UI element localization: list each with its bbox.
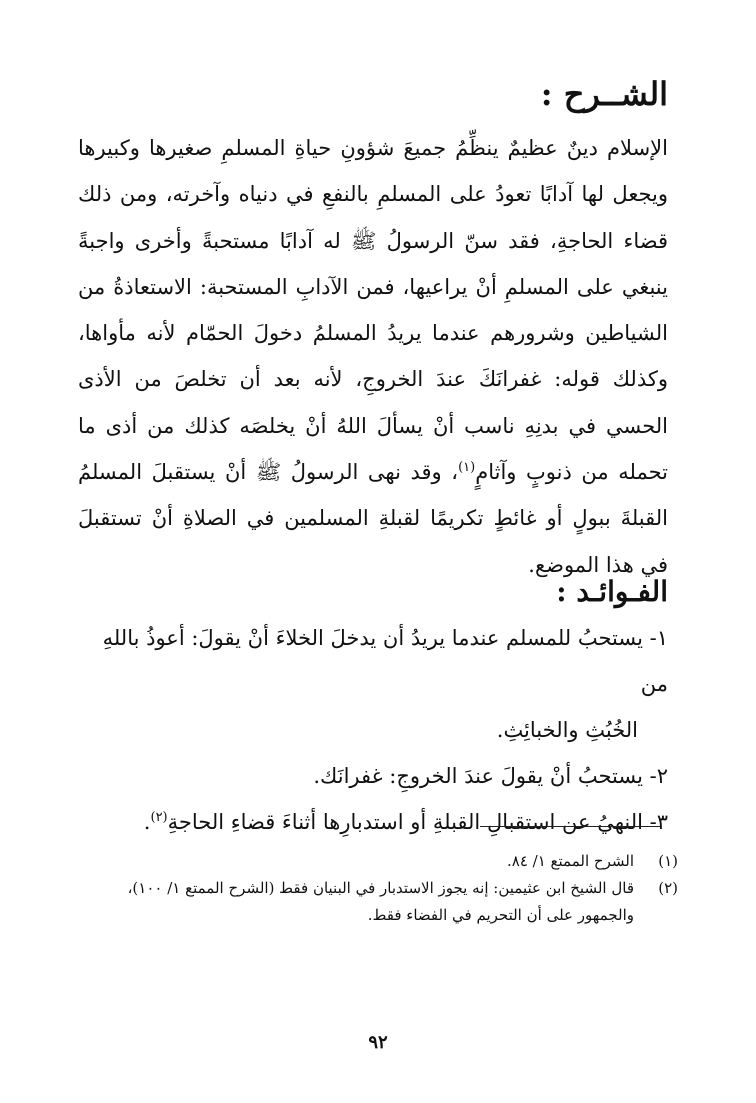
sharh-heading: الشــرح :	[540, 75, 668, 113]
benefit-item-1-continuation: الخُبُثِ والخبائِثِ.	[496, 718, 638, 742]
sharh-paragraph-block	[78, 125, 668, 588]
footnote-text: قال الشيخ ابن عثيمين: إنه يجوز الاستدبار في البنيان فقط (الشرح الممتع ١/ ١٠٠)، والجمهور على أن التحريم في الفضاء فقط.	[127, 879, 634, 924]
benefit-item-1	[78, 615, 668, 753]
page-number: ٩٢	[368, 1032, 388, 1053]
footnote-2	[78, 875, 678, 929]
footnote-ref-2[interactable]: (٢)	[150, 810, 168, 825]
benefit-item-2: ٢- يستحبُ أنْ يقولَ عندَ الخروجِ: غفرانَك.	[313, 764, 668, 788]
benefit-item-3	[78, 799, 668, 845]
benefit-item-3-end: .	[143, 810, 151, 834]
footnote-1	[78, 848, 678, 875]
benefits-heading: الفـوائـد :	[556, 575, 668, 608]
sharh-paragraph-end: ، وقد نهى الرسولُ ﷺ أنْ يستقبلَ المسلمُ القبلةَ ببولٍ أو غائطٍ تكريمًا لقبلةِ المسلمين في الصلاةِ أنْ تستقبلَ في هذا الموضع.	[78, 460, 668, 577]
footnote-number: (١)	[658, 852, 678, 870]
footnote-text: الشرح الممتع ١/ ٨٤.	[506, 852, 634, 870]
footnotes	[78, 848, 678, 929]
sharh-paragraph	[78, 125, 668, 588]
sharh-paragraph-text: الإسلام دينٌ عظيمٌ ينظِّمُ جميعَ شؤونِ حياةِ المسلمِ صغيرها وكبيرها ويجعل لها آدابًا تعودُ على المسلمِ بالنفعِ في دنياه وآخرته، ومن ذلك قضاء الحاجةِ، فقد سنّ الرسولُ ﷺ له آدابًا مستحبةً وأخرى واجبةً ينبغي على المسلمِ أنْ يراعيها، فمن الآدابِ المستحبة: الاستعاذةُ من الشياطين وشرورهم عندما يريدُ المسلمُ دخولَ الحمّام لأنه مأواها، وكذلك قوله: غفرانَكَ عندَ الخروجِ، لأنه بعد أن تخلصَ من الأذى الحسي في بدنِهِ ناسب أنْ يسألَ اللهُ أنْ يخلصَه كذلك من أذى ما تحمله من ذنوبٍ وآثامٍ	[78, 136, 668, 485]
footnote-number: (٢)	[658, 879, 678, 897]
footnote-ref-1[interactable]: (١)	[458, 460, 476, 476]
footnote-divider	[480, 826, 660, 827]
benefits-list	[78, 615, 668, 845]
benefit-item-1-text: ١- يستحبُ للمسلم عندما يريدُ أن يدخلَ الخلاءَ أنْ يقولَ: أعوذُ باللهِ من	[102, 626, 668, 696]
benefit-item-3-text: ٣- النهيُ عن استقبالِ القبلةِ أو استدبارِها أثناءَ قضاءِ الحاجةِ	[167, 810, 668, 834]
